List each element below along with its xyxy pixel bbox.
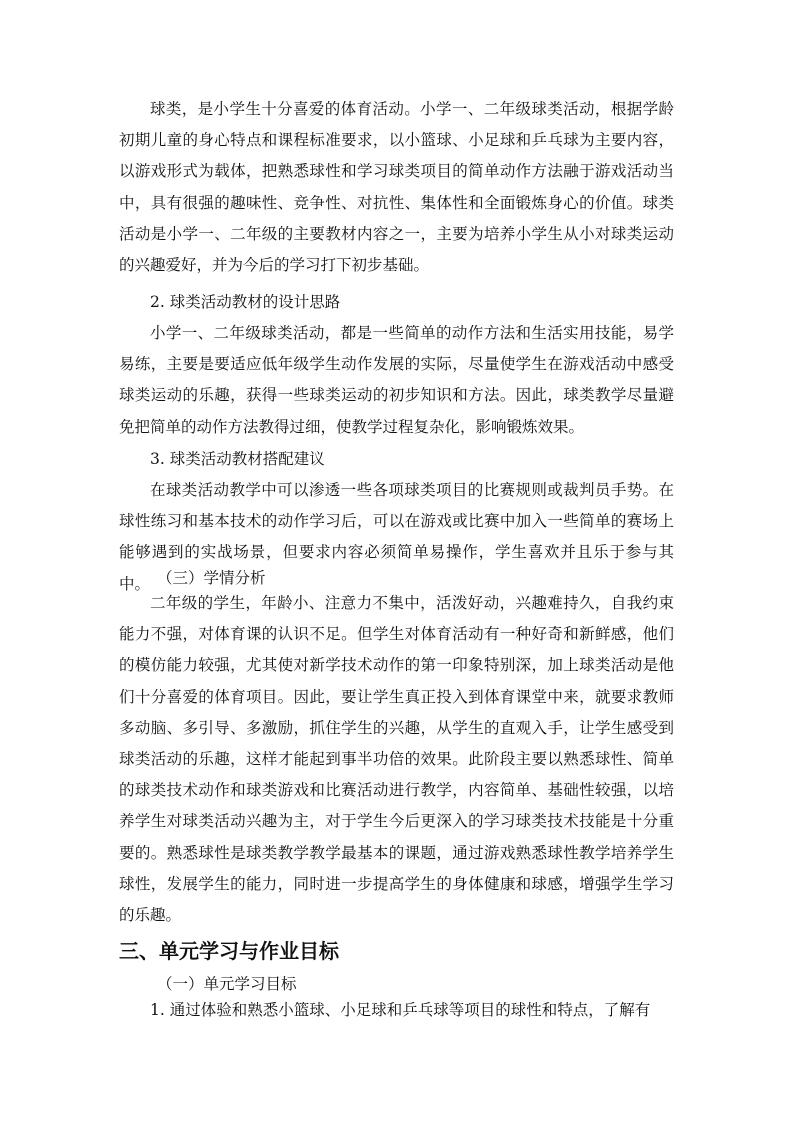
paragraph-design-approach: 小学一、二年级球类活动，都是一些简单的动作方法和生活实用技能，易学易练，主要是要适应低年级学生动作发展的实际，尽量使学生在游戏活动中感受球类运动的乐趣，获得一些球类运动的初步知识和方法。因此，球类教学尽量避免把简单的动作方法教得过细，使教学过程复杂化，影响锻炼效果。 (119, 324, 674, 436)
list-item-goal-1: 1. 通过体验和熟悉小篮球、小足球和乒乓球等项目的球性和特点，了解有 (150, 1001, 651, 1019)
heading-learning-analysis: （三）学情分析 (157, 569, 266, 587)
heading-design-approach: 2. 球类活动教材的设计思路 (150, 293, 341, 311)
paragraph-material-suggestions: 在球类活动教学中可以渗透一些各项球类项目的比赛规则或裁判员手势。在球性练习和基本技术的动作学习后，可以在游戏或比赛中加入一些简单的赛场上能够遇到的实战场景，但要求内容必须简单易操作，学生喜欢并且乐于参与其中。 (119, 481, 674, 593)
paragraph-ball-activities-intro: 球类，是小学生十分喜爱的体育活动。小学一、二年级球类活动，根据学龄初期儿童的身心特点和课程标准要求，以小篮球、小足球和乒乓球为主要内容，以游戏形式为载体，把熟悉球性和学习球类项目的简单动作方法融于游戏活动当中，具有很强的趣味性、竞争性、对抗性、集体性和全面锻炼身心的价值。球类活动是小学一、二年级的主要教材内容之一，主要为培养小学生从小对球类运动的兴趣爱好，并为今后的学习打下初步基础。 (119, 100, 674, 275)
heading-unit-learning-goals: （一）单元学习目标 (157, 975, 297, 993)
section-title-unit-goals: 三、单元学习与作业目标 (119, 939, 339, 963)
heading-material-suggestions: 3. 球类活动教材搭配建议 (150, 450, 325, 468)
paragraph-learning-analysis: 二年级的学生，年龄小、注意力不集中，活泼好动，兴趣难持久，自我约束能力不强，对体育课的认识不足。但学生对体育活动有一种好奇和新鲜感，他们的模仿能力较强，尤其使对新学技术动作的第一印象特别深，加上球类活动是他们十分喜爱的体育项目。因此，要让学生真正投入到体育课堂中来，就要求教师多动脑、多引导、多激励，抓住学生的兴趣，从学生的直观入手，让学生感受到球类活动的乐趣，这样才能起到事半功倍的效果。此阶段主要以熟悉球性、简单的球类技术动作和球类游戏和比赛活动进行教学，内容简单、基础性较强，以培养学生对球类活动兴趣为主，对于学生今后更深入的学习球类技术技能是十分重要的。熟悉球性是球类教学教学最基本的课题，通过游戏熟悉球性教学培养学生球性，发展学生的能力，同时进一步提高学生的身体健康和球感，增强学生学习的乐趣。 (119, 594, 674, 925)
